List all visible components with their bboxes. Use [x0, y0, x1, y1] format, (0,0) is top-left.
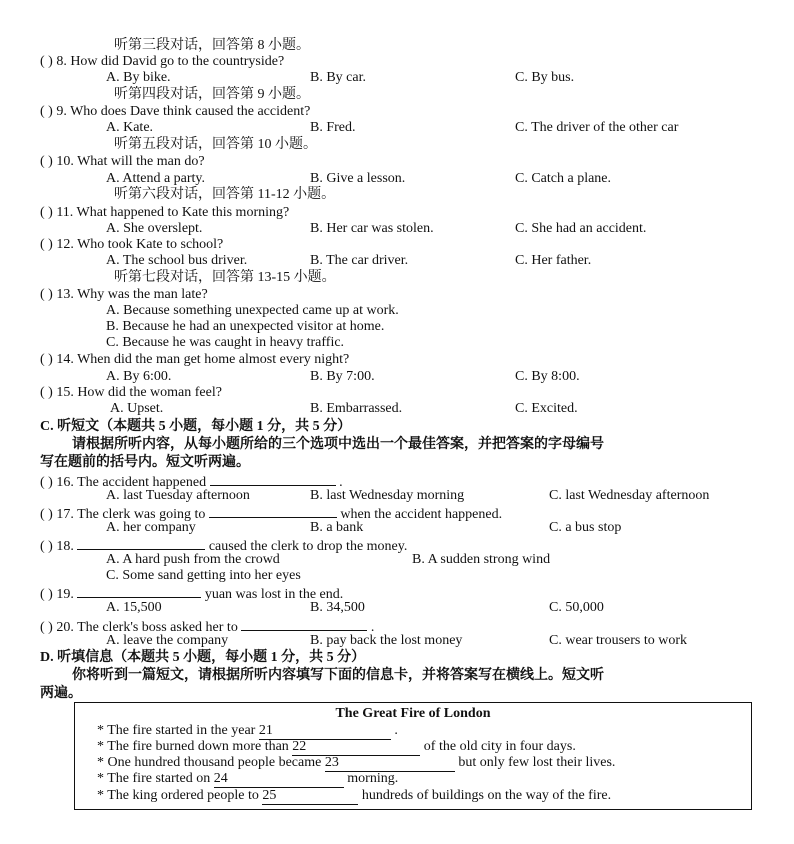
option-15a: A. Upset.: [110, 401, 164, 416]
info-row-23-end: but only few lost their lives.: [458, 755, 616, 770]
option-19c: C. 50,000: [549, 600, 604, 615]
info-row-25-end: hundreds of buildings on the way of the fire.: [361, 788, 612, 803]
answer-blank-24: 24: [214, 771, 344, 788]
option-19b: B. 34,500: [310, 600, 365, 615]
option-14c: C. By 8:00.: [515, 369, 580, 384]
answer-blank-22: 22: [292, 739, 420, 756]
option-18c: C. Some sand getting into her eyes: [106, 568, 301, 583]
option-17a: A. her company: [106, 520, 196, 535]
info-card: [74, 702, 752, 810]
option-17b: B. a bank: [310, 520, 364, 535]
option-16a: A. last Tuesday afternoon: [106, 488, 250, 503]
option-13b: B. Because he had an unexpected visitor at home.: [106, 319, 385, 334]
option-9c: C. The driver of the other car: [515, 120, 679, 135]
section-c-instruction-2: 写在题前的括号内。短文听两遍。: [40, 455, 250, 470]
answer-blank-21: 21: [259, 723, 391, 740]
info-row-22-end: of the old city in four days.: [423, 739, 576, 754]
question-16-end: .: [339, 475, 343, 490]
section-d-instruction-1: 你将听到一篇短文，请根据所听内容填写下面的信息卡，并将答案写在横线上。短文听: [72, 668, 604, 683]
info-row-25: [97, 788, 611, 805]
section-heading-5: 听第五段对话，回答第 10 小题。: [114, 137, 317, 152]
option-12a: A. The school bus driver.: [106, 253, 248, 268]
question-12: ( ) 12. Who took Kate to school?: [40, 237, 224, 252]
option-9b: B. Fred.: [310, 120, 356, 135]
option-18b: B. A sudden strong wind: [412, 552, 551, 567]
option-15c: C. Excited.: [515, 401, 578, 416]
option-16b: B. last Wednesday morning: [310, 488, 465, 503]
question-9: ( ) 9. Who does Dave think caused the accident?: [40, 104, 311, 119]
question-11: ( ) 11. What happened to Kate this morning?: [40, 205, 290, 220]
question-20-end: .: [370, 620, 375, 635]
option-9a: A. Kate.: [106, 120, 154, 135]
question-18-text: ( ) 18.: [40, 539, 74, 554]
answer-blank: [241, 617, 367, 631]
question-17-text: ( ) 17. The clerk was going to: [40, 507, 206, 522]
option-8a: A. By bike.: [106, 70, 171, 85]
info-row-25-text: * The king ordered people to: [97, 788, 259, 803]
question-19: [40, 584, 343, 603]
option-20c: C. wear trousers to work: [549, 633, 688, 648]
answer-blank-25: 25: [262, 788, 358, 805]
section-heading-4: 听第四段对话，回答第 9 小题。: [114, 87, 310, 102]
option-10a: A. Attend a party.: [106, 171, 206, 186]
section-d-heading: D. 听填信息（本题共 5 小题，每小题 1 分，共 5 分）: [40, 650, 366, 665]
info-row-21-end: .: [394, 723, 398, 738]
option-20a: A. leave the company: [106, 633, 229, 648]
info-row-21-text: * The fire started in the year: [97, 723, 256, 738]
question-16-text: ( ) 16. The accident happened: [40, 475, 207, 490]
answer-blank-23: 23: [325, 755, 455, 772]
option-10c: C. Catch a plane.: [515, 171, 612, 186]
answer-blank: [77, 584, 201, 598]
question-14: ( ) 14. When did the man get home almost every night?: [40, 352, 350, 367]
info-row-24-end: morning.: [347, 771, 399, 786]
option-11c: C. She had an accident.: [515, 221, 647, 236]
option-13c: C. Because he was caught in heavy traffic.: [106, 335, 345, 350]
info-row-22-text: * The fire burned down more than: [97, 739, 289, 754]
option-18a: A. A hard push from the crowd: [106, 552, 280, 567]
section-c-heading: C. 听短文（本题共 5 小题，每小题 1 分，共 5 分）: [40, 419, 352, 434]
info-row-23: [97, 755, 615, 772]
answer-blank: [209, 504, 337, 518]
info-card-title: The Great Fire of London: [335, 706, 491, 721]
info-row-23-text: * One hundred thousand people became: [97, 755, 322, 770]
option-11b: B. Her car was stolen.: [310, 221, 434, 236]
section-heading-7: 听第七段对话，回答第 13-15 小题。: [114, 270, 336, 285]
option-10b: B. Give a lesson.: [310, 171, 406, 186]
option-8b: B. By car.: [310, 70, 366, 85]
option-16c: C. last Wednesday afternoon: [549, 488, 710, 503]
info-row-22: [97, 739, 576, 756]
info-row-21: [97, 723, 398, 740]
answer-blank: [210, 472, 336, 486]
question-18-end: caused the clerk to drop the money.: [208, 539, 408, 554]
option-14a: A. By 6:00.: [106, 369, 172, 384]
option-19a: A. 15,500: [106, 600, 162, 615]
answer-blank: [77, 536, 205, 550]
question-19-end: yuan was lost in the end.: [204, 587, 344, 602]
info-row-24-text: * The fire started on: [97, 771, 211, 786]
option-13a: A. Because something unexpected came up at work.: [106, 303, 399, 318]
section-c-instruction-1: 请根据所听内容，从每小题所给的三个选项中选出一个最佳答案，并把答案的字母编号: [72, 437, 604, 452]
option-12c: C. Her father.: [515, 253, 592, 268]
question-15: ( ) 15. How did the woman feel?: [40, 385, 222, 400]
option-17c: C. a bus stop: [549, 520, 622, 535]
option-15b: B. Embarrassed.: [310, 401, 403, 416]
option-12b: B. The car driver.: [310, 253, 409, 268]
question-8: ( ) 8. How did David go to the countryside?: [40, 54, 285, 69]
question-17-end: when the accident happened.: [340, 507, 503, 522]
option-8c: C. By bus.: [515, 70, 575, 85]
option-14b: B. By 7:00.: [310, 369, 375, 384]
option-11a: A. She overslept.: [106, 221, 203, 236]
option-20b: B. pay back the lost money: [310, 633, 463, 648]
info-row-24: [97, 771, 398, 788]
section-heading-6: 听第六段对话，回答第 11-12 小题。: [114, 187, 336, 202]
question-10: ( ) 10. What will the man do?: [40, 154, 205, 169]
question-20-text: ( ) 20. The clerk's boss asked her to: [40, 620, 238, 635]
question-19-text: ( ) 19.: [40, 587, 74, 602]
question-13: ( ) 13. Why was the man late?: [40, 287, 208, 302]
section-heading-3: 听第三段对话，回答第 8 小题。: [114, 38, 310, 53]
section-d-instruction-2: 两遍。: [40, 686, 82, 701]
